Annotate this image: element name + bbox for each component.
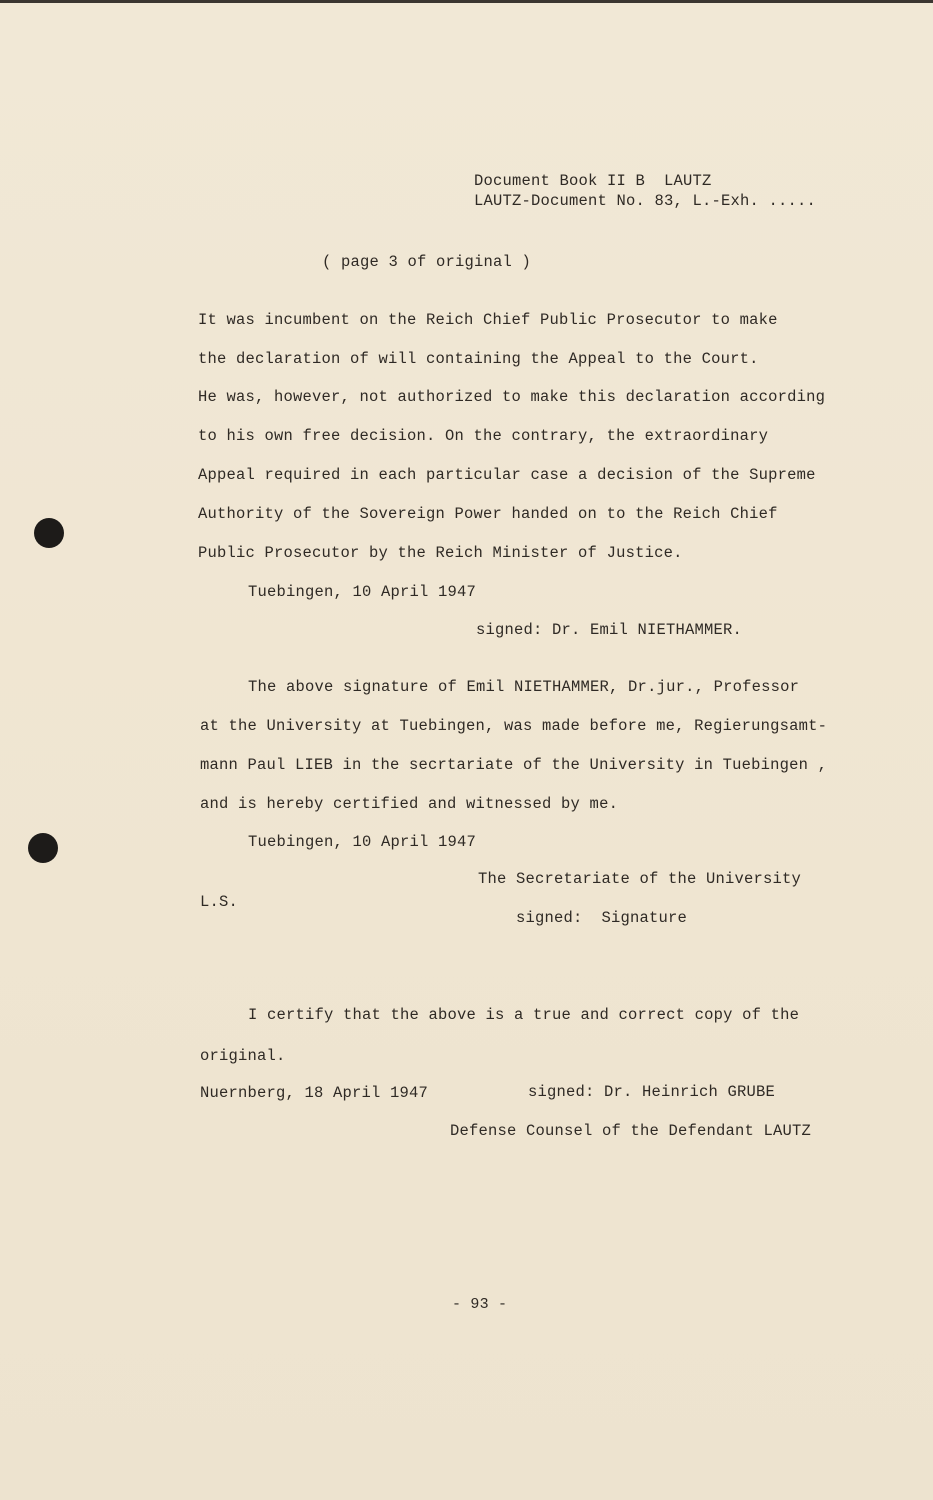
paragraph1-line: He was, however, not authorized to make this declaration according [198,388,826,406]
paragraph2-line: mann Paul LIEB in the secrtariate of the University in Tuebingen , [200,756,828,774]
paragraph1-line: to his own free decision. On the contrary, the extraordinary [198,427,769,445]
page-top-edge [0,0,933,3]
page-number: - 93 - [452,1296,508,1313]
page-reference: ( page 3 of original ) [322,253,532,271]
header-document-book: Document Book II B LAUTZ [474,172,712,190]
paragraph2-line: at the University at Tuebingen, was made before me, Regierungsamt- [200,717,828,735]
punch-hole-lower [28,833,58,863]
signature-secretariate: signed: Signature [516,909,688,927]
punch-hole-upper [34,518,64,548]
place-date-2: Tuebingen, 10 April 1947 [248,833,477,851]
paragraph1-line: Authority of the Sovereign Power handed on to the Reich Chief [198,505,778,523]
seal-ls: L.S. [200,893,239,911]
header-document-number: LAUTZ-Document No. 83, L.-Exh. ..... [474,192,817,210]
place-date-3: Nuernberg, 18 April 1947 [200,1084,429,1102]
paragraph2-line: and is hereby certified and witnessed by me. [200,795,619,813]
certification-line: I certify that the above is a true and correct copy of the [248,1006,800,1024]
certification-line: original. [200,1047,286,1065]
paragraph1-line: It was incumbent on the Reich Chief Public Prosecutor to make [198,311,778,329]
paragraph1-line: Appeal required in each particular case a decision of the Supreme [198,466,816,484]
paragraph2-line: The above signature of Emil NIETHAMMER, Dr.jur., Professor [248,678,800,696]
place-date-1: Tuebingen, 10 April 1947 [248,583,477,601]
signature-grube: signed: Dr. Heinrich GRUBE [528,1083,776,1101]
signature-niethammer: signed: Dr. Emil NIETHAMMER. [476,621,743,639]
defense-counsel-label: Defense Counsel of the Defendant LAUTZ [450,1122,812,1140]
secretariate-label: The Secretariate of the University [478,870,802,888]
paragraph1-line: Public Prosecutor by the Reich Minister of Justice. [198,544,683,562]
paragraph1-line: the declaration of will containing the Appeal to the Court. [198,350,759,368]
